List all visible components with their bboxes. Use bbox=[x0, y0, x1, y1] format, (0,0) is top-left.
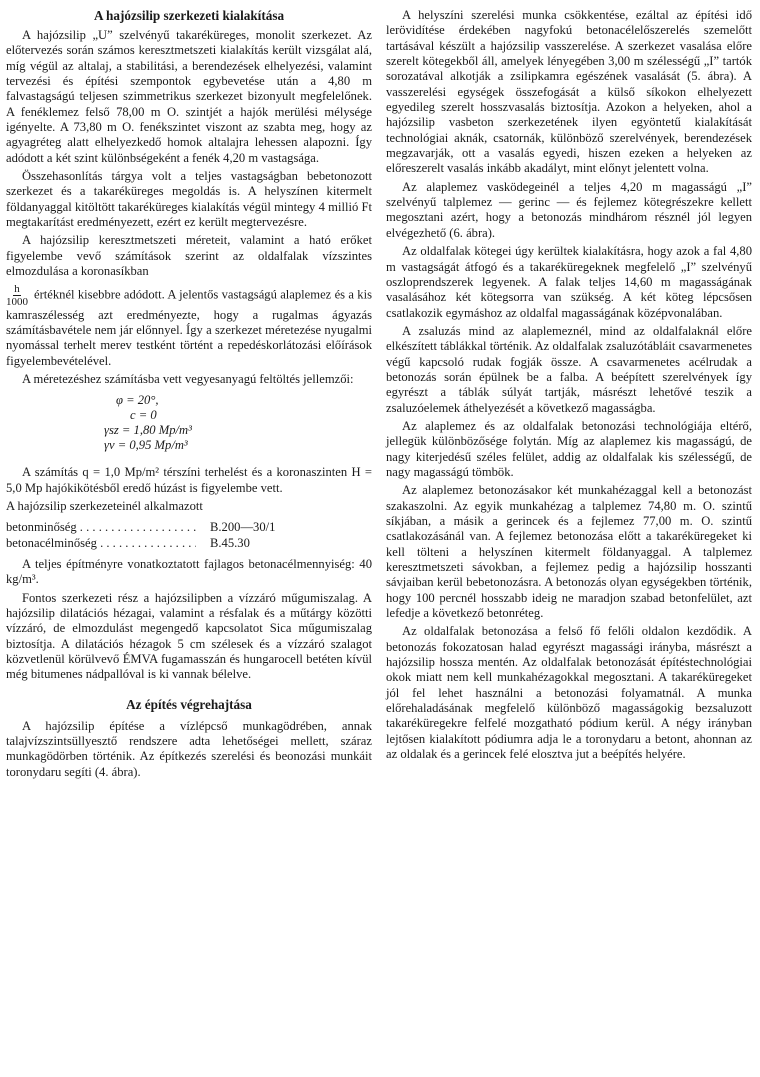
spec-label: betonacélminőség . . . bbox=[6, 536, 196, 551]
spec-value: B.200—30/1 bbox=[210, 520, 276, 535]
fraction bbox=[6, 283, 28, 308]
right-column bbox=[386, 8, 752, 1077]
spec-table bbox=[6, 520, 372, 551]
paragraph: A hajózsilip „U” szelvényű takaréküreges, monolit szerkezet. Az előtervezés során számos keresztmetszeti kialakítás került vizsgálat alá, míg végül az altalaj, a stabilitási, a berendezések elhelyezési, valamint tervezési és építési szempontok egybevetése után a 4,80 m falvastagságú teljesen szimmetrikus szerkezet bizonyult megfelelőnek. A fenéklemez felső 78,00 m O. szintjét a hajók merülési mélysége igényelte. A 73,80 m O. fenékszintet viszont az szabta meg, hogy az agyagréteg alatt elhelyezkedő homok altalajra lehessen alapozni. Így adódott a két szint különbségeként a fenék 4,20 m vastagsága. bbox=[6, 28, 372, 165]
paragraph: A teljes építményre vonatkoztatott fajlagos betonacélmennyiség: 40 kg/m³. bbox=[6, 556, 372, 587]
fraction-denominator: 1000 bbox=[6, 295, 28, 308]
section-title-construction: Az építés végrehajtása bbox=[126, 696, 252, 712]
paragraph: Fontos szerkezeti rész a hajózsilipben a vízzáró műgumiszalag. A hajózsilip dilatációs hézagai, valamint a résfalak és a műtárgy közötti vízzáró, de elmozdulást megengedő kapcsolatot Sica műgumiszalag biztosítja. A dilatációs hézagok 5 cm szélesek és a vízzáró szalagot közvetlenül körülvevő ÉMVA fugamasszán és hungarocell betéten kívül még bitumenes nádpallóval is ki vannak bélelve. bbox=[6, 590, 372, 682]
paragraph-continuation: értéknél kisebbre adódott. A jelentős vastagságú alaplemez és a kis kamraszélesség azt eredményezte, hogy a rugalmas ágyazás számításbavétele nem jár előnnyel. Így a szerkezet méretezése nyugalmi nyomással terhelt merev testként történt a repedéskorlátozási előírások figyelembevételével. bbox=[6, 286, 372, 368]
paragraph: Az alaplemez és az oldalfalak betonozási technológiája eltérő, jellegük különbözősége folytán. Míg az alaplemez kis magasságú, de nagy kiterjedésű széles felület, addig az oldalfalak kis szélességű, de nagy magasságú tömbök. bbox=[386, 418, 752, 479]
paragraph: A zsaluzás mind az alaplemeznél, mind az oldalfalaknál előre elkészített táblákkal történik. Az oldalfalak zsaluzótábláit csavarmenetes végű kapcsoló rudak fogják össze. A csavarmenetes acélrudak a betonozás során épülnek be a falba. A beépített szerelvények így egyrészt a táblák súlyát tartják, másrészt lehetővé teszik a zsaluzóelemek áthelyezését a következő magasságba. bbox=[386, 323, 752, 415]
spec-row bbox=[6, 520, 372, 535]
paragraph: A hajózsilip szerkezeteinél alkalmazott bbox=[6, 498, 203, 513]
paragraph: A számítás q = 1,0 Mp/m² térszíni terhelést és a koronaszinten H = 5,0 Mp hajókikötésből eredő húzást is figyelembe vett. bbox=[6, 465, 372, 495]
spec-value: B.45.30 bbox=[210, 535, 250, 550]
paragraph: Az oldalfalak betonozása a felső fő felőli oldalon kezdődik. A betonozás fokozatosan halad egyrészt magassági irányba, másrészt a hajózsilip hossza mentén. Az oldalfalak betonozását építéstechnológiai okok miatt nem kell munkahézagokkal megosztani. A takaréküregeket jól fel lehet használni a betonozási folyamatnál. A munka előrehaladásának megfelelő különböző magasságokig bezsaluzott takaréküregekre felfelé mozgatható pódium kerül. A négy irányban lejtősen kialakított pódiumra adja le a toronydaru a betont, ahonnan az az oldalak és a gerincek felé elosztva jut a beépítés helyére. bbox=[386, 624, 752, 762]
paragraph: Az alaplemez betonozásakor két munkahézaggal kell a betonozást szakaszolni. Az egyik munkahézag a talplemez 74,80 m. O. szintű síkjában, a másik a gerincek és a fejlemez 77,00 m. O. szintű csatlakozásánál van. A fejlemez betonozása előtt a takaréküregeket ki kell tölteni a helyszínen kitermelt földanyaggal. A talplemez keresztmetszeti sávokban, a fejlemez pedig a hajózsilip hosszanti sávjaiban kerül bebetonozásra. A betonozás olyan egységekben történik, hogy 100 percnél hosszabb ideig ne maradjon szabad betonfelület, azt lefedje a következő betonréteg. bbox=[386, 483, 752, 621]
left-column bbox=[6, 8, 372, 1077]
paragraph: A helyszíni szerelési munka csökkentése, ezáltal az építési idő lerövidítése érdekében nagyfokú betonacélelőszerelés szemelőtt tartásával készült a hajózsilip vasszerelése. A szerkezet vasalása előre szerelt kötegekből áll, amelyek lényegében 3,00 m szélességű „I” tartók sorozatával alkotják a zsilipkamra egészének vasalását (5. ábra). A vasszerelési egységek összefogását a külső síkokon elhelyezett egyedileg szerelt hosszvasalás biztosítja. Azokon a helyeken, ahol a hajózsilip vasbeton szerkezetének ilyen egyöntetű kialakítását technológiai aknák, csatornák, különböző szerelvények, berendezések megzavarják, ott a vasalás egyedi, hiszen ezeken a helyeken az előreszerelt vasalás inkább akadályt, mint előnyt jelentett volna. bbox=[386, 8, 752, 176]
section-title-structure: A hajózsilip szerkezeti kialakítása bbox=[93, 8, 285, 23]
paragraph: Összehasonlítás tárgya volt a teljes vastagságban bebetonozott szerkezet és a takaréküreges megoldás is. A helyszínen kitermelt földanyaggal kitöltött takaréküreges kialakítás végül mintegy 4 millió Ft megtakarítást eredményezett, ezért ez került megtervezésre. bbox=[6, 169, 372, 230]
paragraph-fraction bbox=[6, 283, 372, 369]
formula-line: c = 0 bbox=[130, 408, 157, 423]
formula-line: γv = 0,95 Mp/m³ bbox=[104, 438, 188, 453]
paragraph: A méretezéshez számításba vett vegyesanyagú feltöltés jellemzői: bbox=[22, 371, 354, 386]
fraction-numerator: h bbox=[14, 282, 20, 295]
paragraph: Az alaplemez vasködegeinél a teljes 4,20 m magasságú „I” szelvényű talplemez — gerinc — és fejlemez kötegrészekre kellett megosztani azért, hogy a betonozás mindhárom résznél jól legyen elvégezhető (6. ábra). bbox=[386, 179, 752, 240]
paragraph: Az oldalfalak kötegei úgy kerültek kialakításra, hogy azok a fal 4,80 m vastagságát átfogó és a takaréküregeknek megfelelő „I” szelvényű oszloprendszerek legyenek. A falak teljes 14,60 m magasságának vasalásához két kötegsorra van szükség. A két köteg lépcsősen csatlakozik egymáshoz az oldalfal magasságának középvonalában. bbox=[386, 244, 752, 320]
formula-block bbox=[6, 393, 372, 453]
spec-row bbox=[6, 536, 372, 551]
spec-label: betonminőség . . . bbox=[6, 520, 196, 535]
formula-line: γsz = 1,80 Mp/m³ bbox=[104, 423, 192, 438]
paragraph: A hajózsilip építése a vízlépcső munkagödrében, annak talajvízszintsüllyesztő rendszere adta lehetőségei mellett, száraz munkagödörben történik. Az építkezés szerelési és beonozási munkáit toronydaru segíti (4. ábra). bbox=[6, 718, 372, 779]
formula-line: φ = 20°, bbox=[116, 393, 159, 408]
paragraph: A hajózsilip keresztmetszeti méreteit, valamint a ható erőket figyelembe vevő számítások szerint az oldalfalak vízszintes elmozdulása a koronasíkban bbox=[6, 233, 372, 279]
